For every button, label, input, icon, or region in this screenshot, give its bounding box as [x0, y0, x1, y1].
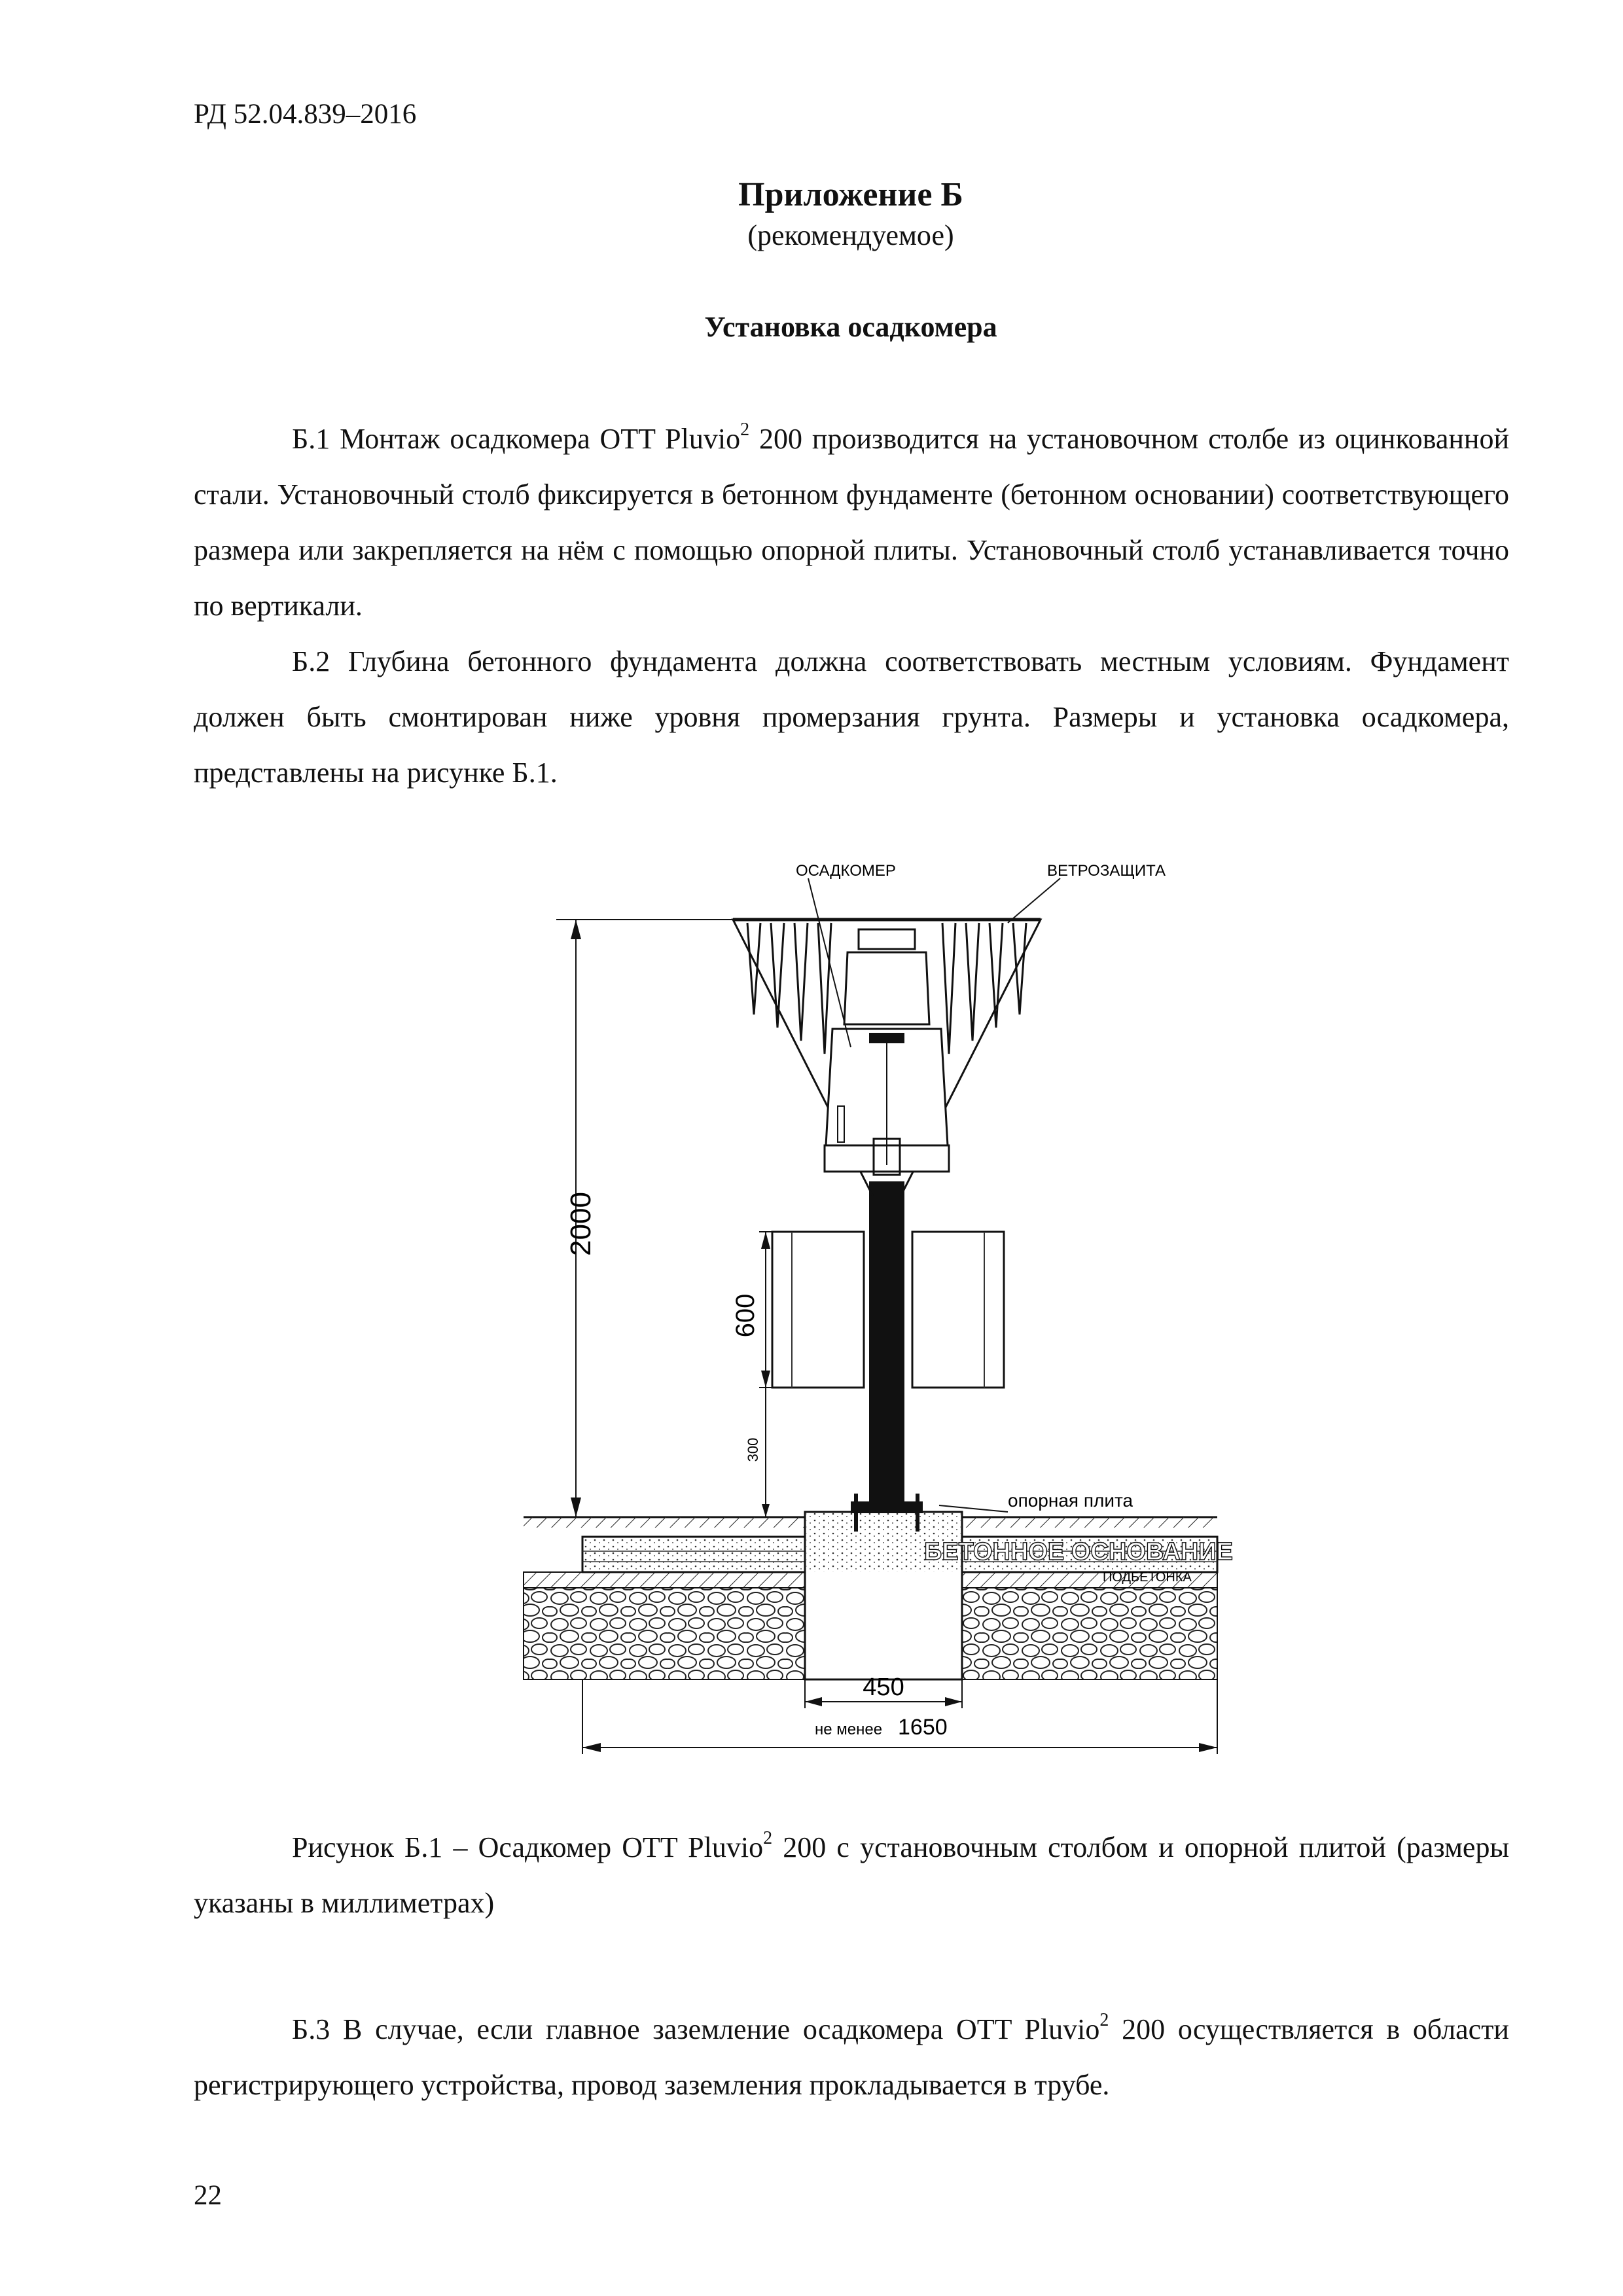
windshield-label: ВЕТРОЗАЩИТА [1047, 862, 1166, 880]
paragraph-b2: Б.2 Глубина бетонного фундамента должна соответствовать местным условиям. Фундамент должен быть смонтирован ниже уровня промерзания грунта. Размеры и установка осадкомера, представлены на рисунке Б.1. [194, 645, 1509, 789]
document-code: РД 52.04.839–2016 [194, 99, 417, 130]
appendix-title: Приложение Б [738, 176, 963, 213]
concrete-base-label: БЕТОННОЕ ОСНОВАНИЕ [924, 1538, 1233, 1566]
dim-1650-label: 1650 [898, 1715, 948, 1740]
dim-600-label: 600 [731, 1293, 760, 1338]
paragraph-b1: Б.1 Монтаж осадкомера OTT Pluvio$^2$ 200 производится на установочном столбе из оцинкованной стали. Установочный столб фиксируется в бетонном фундаменте (бетонном основании) соответствующего размера или закрепляется на нём с помощью опорной плиты. Установочный столб устанавливается точно по вертикали. [194, 420, 1509, 622]
dim-450-label: 450 [863, 1674, 904, 1701]
sub-concrete-label: ПОДБЕТОНКА [1103, 1570, 1192, 1585]
dim-300-label: 300 [745, 1437, 761, 1462]
mounting-post [869, 1181, 904, 1505]
dim-1650-prefix: не менее [815, 1721, 883, 1738]
appendix-subtitle: (рекомендуемое) [747, 219, 954, 251]
base-plate-label: опорная плита [1008, 1490, 1133, 1511]
gauge-body [825, 929, 949, 1175]
section-title: Установка осадкомера [704, 311, 997, 343]
page-number: 22 [194, 2180, 222, 2211]
figure-caption: Рисунок Б.1 – Осадкомер OTT Pluvio$^2$ 200 с установочным столбом и опорной плитой (размеры указаны в миллиметрах) [194, 1828, 1510, 1919]
post-foundation [805, 1512, 962, 1679]
figure-b1-drawing [510, 857, 1243, 1774]
gauge-label: ОСАДКОМЕР [796, 862, 896, 880]
dim-2000-label: 2000 [565, 1192, 597, 1256]
paragraph-b3: Б.3 В случае, если главное заземление осадкомера OTT Pluvio$^2$ 200 осуществляется в области регистрирующего устройства, провод заземления прокладывается в трубе. [194, 2010, 1509, 2101]
dim-600 [731, 1232, 772, 1517]
dim-2000 [556, 920, 733, 1517]
